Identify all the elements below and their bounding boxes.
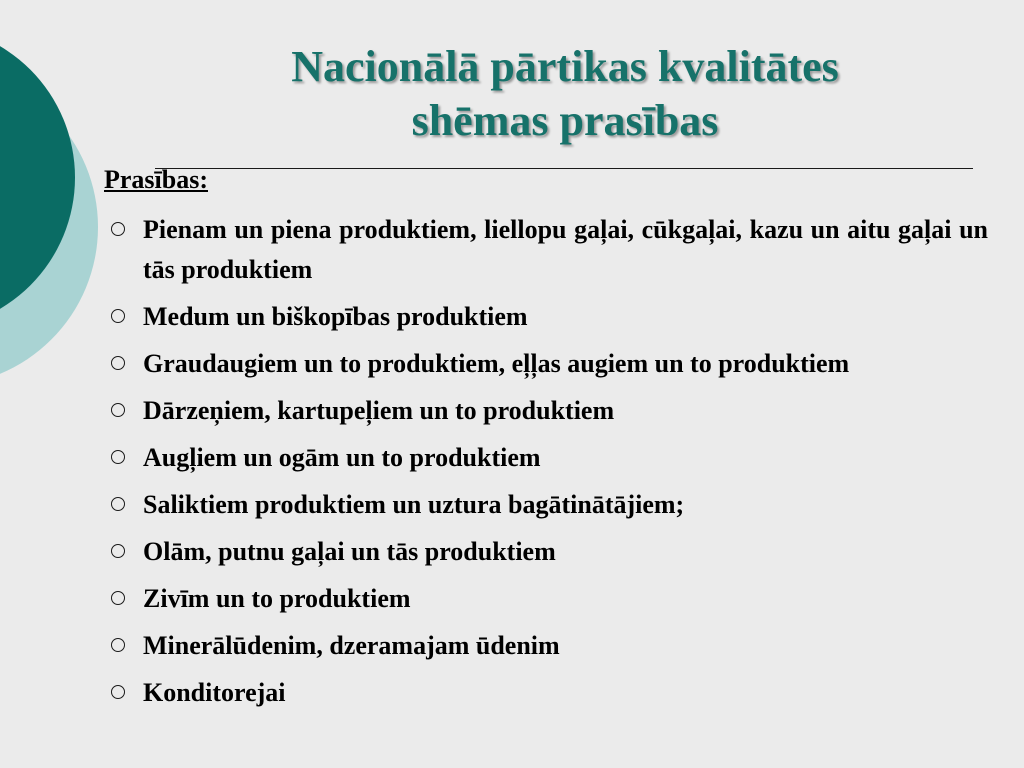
bullet-icon [111, 544, 125, 558]
slide-title-line-1: Nacionālā pārtikas kvalitātes [291, 42, 839, 91]
list-item [108, 532, 988, 572]
bullet-icon [111, 685, 125, 699]
title-divider [155, 168, 973, 169]
slide-title [150, 40, 980, 148]
list-item-text: Dārzeņiem, kartupeļiem un to produktiem [143, 396, 615, 425]
list-item-text: Augļiem un ogām un to produktiem [143, 443, 541, 472]
list-item [108, 344, 988, 384]
list-item [108, 210, 988, 290]
list-item-text: Saliktiem produktiem un uztura bagātinātājiem; [143, 490, 685, 519]
bullet-icon [111, 222, 125, 236]
bullet-icon [111, 450, 125, 464]
list-item [108, 673, 988, 713]
bullet-icon [111, 309, 125, 323]
bullet-icon [111, 591, 125, 605]
bullet-icon [111, 403, 125, 417]
slide-title-line-2: shēmas prasības [411, 96, 719, 145]
list-item-text: Konditorejai [143, 678, 286, 707]
list-item [108, 297, 988, 337]
bullet-icon [111, 497, 125, 511]
list-item [108, 579, 988, 619]
list-item [108, 438, 988, 478]
list-item-text: Pienam un piena produktiem, liellopu gaļai, cūkgaļai, kazu un aitu gaļai un tās produktiem [143, 215, 988, 284]
section-label: Prasības: [104, 165, 208, 194]
list-item [108, 391, 988, 431]
list-item-text: Olām, putnu gaļai un tās produktiem [143, 537, 556, 566]
list-item [108, 626, 988, 666]
requirements-list [108, 210, 988, 720]
list-item-text: Zivīm un to produktiem [143, 584, 411, 613]
list-item-text: Minerālūdenim, dzeramajam ūdenim [143, 631, 560, 660]
bullet-icon [111, 356, 125, 370]
bullet-icon [111, 638, 125, 652]
list-item [108, 485, 988, 525]
list-item-text: Medum un biškopības produktiem [143, 302, 528, 331]
list-item-text: Graudaugiem un to produktiem, eļļas augiem un to produktiem [143, 349, 850, 378]
